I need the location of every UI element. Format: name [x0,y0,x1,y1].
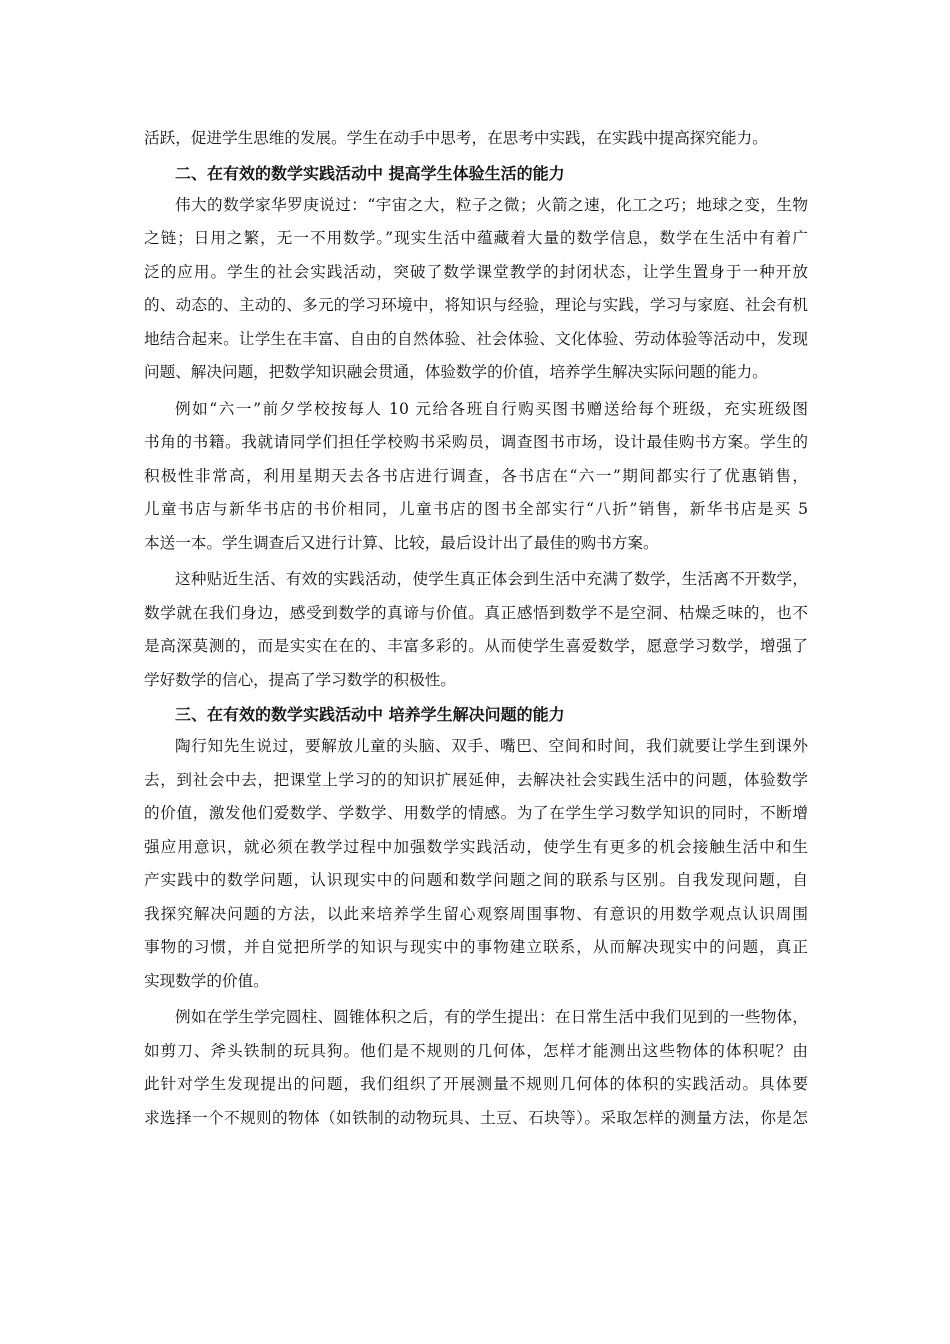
paragraph [144,730,808,998]
text-line: 是高深莫测的，而是实实在在的、丰富多彩的。从而使学生喜爱数学，愿意学习数学，增强了 [144,637,808,655]
document-body [144,122,808,1138]
text-line: 强应用意识，就必须在教学过程中加强数学实践活动，使学生有更多的机会接触生活中和生 [144,837,808,856]
text-line: 地结合起来。让学生在丰富、自由的自然体验、社会体验、文化体验、劳动体验等活动中，发现 [144,329,808,348]
text-line: 此针对学生发现提出的问题，我们组织了开展测量不规则几何体的体积的实践活动。具体要 [144,1075,808,1093]
section-heading-2: 二、在有效的数学实践活动中 提高学生体验生活的能力 [175,163,565,183]
text-line: 书角的书籍。我就请同学们担任学校购书采购员，调查图书市场，设计最佳购书方案。学生的 [144,433,808,451]
text-line: 求选择一个不规则的物体（如铁制的动物玩具、土豆、石块等）。采取怎样的测量方法，你是怎 [144,1108,808,1127]
text-line: 的、动态的、主动的、多元的学习环境中，将知识与经验，理论与实践，学习与家庭、社会有机 [144,296,808,314]
text-line: 事物的习惯，并自觉把所学的知识与现实中的事物建立联系，从而解决现实中的问题，真正 [144,938,808,956]
text-line: 的价值，激发他们爱数学、学数学、用数学的情感。为了在学生学习数学知识的同时，不断增 [144,804,808,822]
text-line: 陶行知先生说过，要解放儿童的头脑、双手、嘴巴、空间和时间，我们就要让学生到课外 [175,737,808,755]
intro-paragraph [144,122,808,156]
text-line: 泛的应用。学生的社会实践活动，突破了数学课堂教学的封闭状态，让学生置身于一种开放 [144,262,808,281]
text-line: 之链；日用之繁，无一不用数学。”现实生活中蕴藏着大量的数学信息，数学在生活中有着广 [144,229,808,247]
text-line: 我探究解决问题的方法，以此来培养学生留心观察周围事物、有意识的用数学观点认识周围 [144,904,808,923]
text-line: 本送一本。学生调查后又进行计算、比较，最后设计出了最佳的购书方案。 [144,533,659,552]
text-line: 实现数学的价值。 [144,971,269,990]
text-line: 例如“六一”前夕学校按每人 10 元给各班自行购买图书赠送给每个班级，充实班级图 [175,399,808,418]
text-line: 如剪刀、斧头铁制的玩具狗。他们是不规则的几何体，怎样才能测出这些物体的体积呢？由 [144,1041,808,1060]
text-line: 产实践中的数学问题，认识现实中的问题和数学问题之间的联系与区别。自我发现问题，自 [144,871,808,889]
section-heading-3: 三、在有效的数学实践活动中 培养学生解决问题的能力 [175,705,565,724]
text-line: 数学就在我们身边，感受到数学的真谛与价值。真正感悟到数学不是空洞、枯燥乏味的，也不 [144,603,808,622]
text-line: 积极性非常高，利用星期天去各书店进行调查，各书店在“六一”期间都实行了优惠销售， [144,466,808,485]
text-line: 儿童书店与新华书店的书价相同，儿童书店的图书全部实行“八折”销售，新华书店是买 5 [144,500,808,518]
paragraph [144,189,808,390]
text-line: 例如在学生学完圆柱、圆锥体积之后，有的学生提出：在日常生活中我们见到的一些物体， [175,1008,808,1026]
paragraph [144,393,808,561]
text-line: 问题、解决问题，把数学知识融会贯通，体验数学的价值，培养学生解决实际问题的能力。 [144,363,768,381]
paragraph [144,563,808,697]
text-line: 伟大的数学家华罗庚说过：“宇宙之大，粒子之微；火箭之速，化工之巧；地球之变，生物 [175,195,808,214]
text-line: 活跃，促进学生思维的发展。学生在动手中思考，在思考中实践，在实践中提高探究能力。 [144,129,768,147]
text-line: 去，到社会中去，把课堂上学习的的知识扩展延伸，去解决社会实践生活中的问题，体验数学 [144,770,808,789]
paragraph [144,1001,808,1135]
text-line: 这种贴近生活、有效的实践活动，使学生真正体会到生活中充满了数学，生活离不开数学， [175,570,808,588]
text-line: 学好数学的信心，提高了学习数学的积极性。 [144,670,456,689]
